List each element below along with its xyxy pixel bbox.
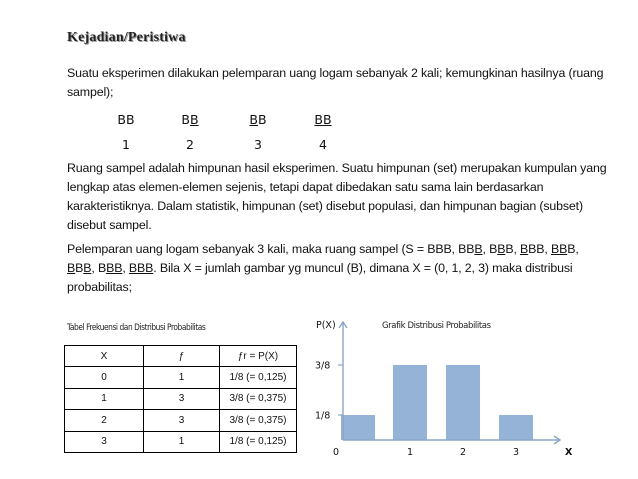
sample-number: 3	[254, 137, 262, 152]
x-axis-label: X	[565, 447, 573, 458]
x-tick-label: 2	[459, 447, 467, 458]
header-x: X	[65, 346, 144, 367]
cell-f: 1	[144, 367, 220, 388]
cell-f: 3	[144, 388, 220, 409]
page-title: Kejadian/Peristiwa	[67, 30, 186, 45]
cell-fr: 1/8 (= 0,125)	[220, 431, 297, 452]
cell-fr: 3/8 (= 0,375)	[220, 388, 297, 409]
cell-f: 3	[144, 410, 220, 431]
bar	[499, 415, 533, 440]
sample-outcome: BB	[314, 112, 332, 127]
header-fr: ƒr = P(X)	[220, 346, 297, 367]
x-tick-label: 0	[332, 447, 340, 458]
cell-f: 1	[144, 431, 220, 452]
definition-line-4: disebut sampel.	[67, 218, 152, 232]
header-f: ƒ	[144, 346, 220, 367]
three-toss-line-2: BBB, BBB, BBB. Bila X = jumlah gambar yg muncul (B), dimana X = (0, 1, 2, 3) maka distribusi	[67, 261, 573, 275]
three-toss-line-1: Pelemparan uang logam sebanyak 3 kali, maka ruang sampel (S = BBB, BBB, BBB, BBB, BBB,	[67, 242, 579, 256]
definition-line-2: lengkap atas elemen-elemen sejenis, tetapi dapat dibedakan satu sama lain berdasarkan	[67, 180, 544, 194]
cell-x: 1	[65, 388, 144, 409]
bar	[446, 365, 480, 440]
x-tick-label: 3	[512, 447, 520, 458]
table-caption: Tabel Frekuensi dan Distribusi Probabilitas	[67, 323, 206, 333]
cell-fr: 3/8 (= 0,375)	[220, 410, 297, 431]
y-axis-label: P(X)	[316, 320, 336, 331]
cell-x: 3	[65, 431, 144, 452]
sample-outcome: BB	[181, 112, 199, 127]
bar	[341, 415, 375, 440]
intro-line-1: Suatu eksperimen dilakukan pelemparan uang logam sebanyak 2 kali; kemungkinan hasilnya (ruang	[67, 66, 604, 80]
definition-line-3: karakteristiknya. Dalam statistik, himpunan (set) disebut populasi, dan himpunan bagian (subset)	[67, 199, 583, 213]
definition-line-1: Ruang sampel adalah himpunan hasil eksperimen. Suatu himpunan (set) merupakan kumpulan yang	[67, 161, 607, 175]
y-tick-label: 3/8	[315, 360, 331, 372]
chart-title: Grafik Distribusi Probabilitas	[382, 321, 491, 331]
intro-line-2: sampel);	[67, 85, 114, 99]
cell-x: 0	[65, 367, 144, 388]
sample-number: 1	[122, 137, 130, 152]
y-tick-label: 1/8	[315, 410, 331, 422]
sample-number: 2	[186, 137, 194, 152]
sample-outcome: BB	[117, 112, 135, 127]
sample-outcome: BB	[249, 112, 267, 127]
sample-number: 4	[319, 137, 327, 152]
x-tick-label: 1	[406, 447, 414, 458]
three-toss-line-3: probabilitas;	[67, 280, 132, 294]
cell-x: 2	[65, 410, 144, 431]
bar	[393, 365, 427, 440]
cell-fr: 1/8 (= 0,125)	[220, 367, 297, 388]
